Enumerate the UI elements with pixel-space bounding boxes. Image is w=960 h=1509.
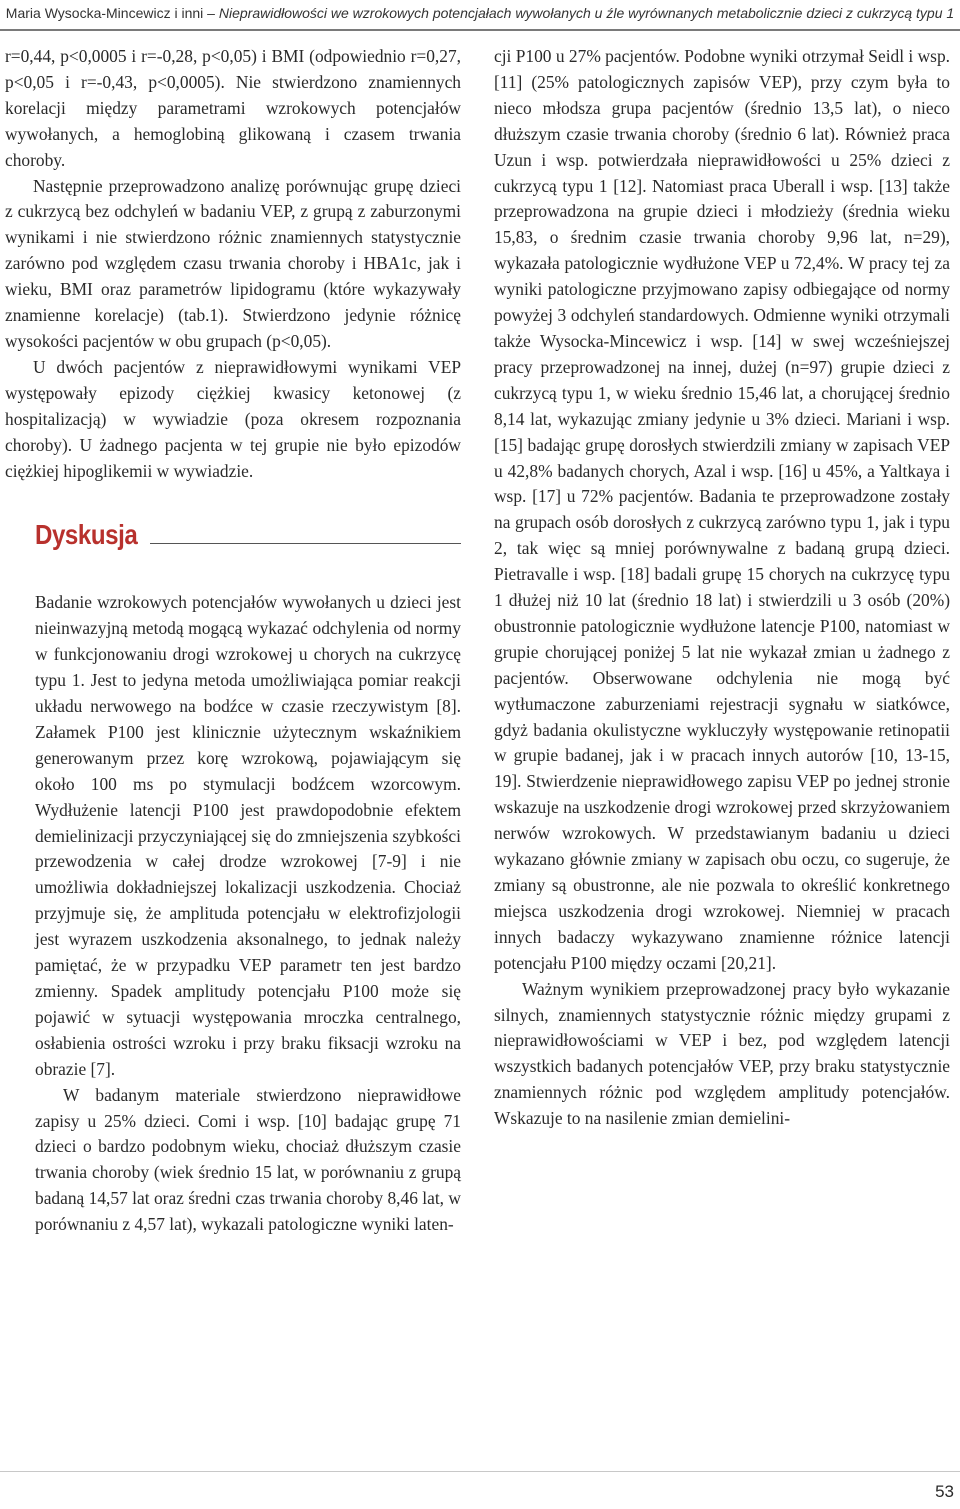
footer-divider	[0, 1471, 960, 1472]
body-paragraph: r=0,44, p<0,0005 i r=-0,28, p<0,05) i BMI (odpowiednio r=0,27, p<0,05 i r=-0,43, p<0,0005). Nie stwierdzono znamiennych korelacji między parametrami wzrokowych potencjałów wywołanych, a hemoglobiną glikowaną i czasem trwania choroby.	[5, 46, 461, 170]
body-paragraph: Badanie wzrokowych potencjałów wywołanych u dzieci jest nieinwazyjną metodą mogącą wykazać odchylenia od normy w funkcjonowaniu drogi wzrokowej u chorych na cukrzycę typu 1. Jest to jedyna metoda umożliwiająca pomiar reakcji układu nerwowego na bodźce w czasie rzeczywistym [8]. Załamek P100 jest klinicznie użytecznym wskaźnikiem generowanym przez korę wzrokową, pojawiającym się około 100 ms po stymulacji bodźcem wzorcowym. Wydłużenie latencji P100 jest prawdopodobnie efektem demielinizacji przyczyniającej się do zmniejszenia szybkości przewodzenia w całej drodze wzrokowej [7-9] i nie umożliwia dokładniejszej lokalizacji uszkodzenia. Chociaż przyjmuje się, że amplituda potencjału w elektrofizjologii jest wyrazem uszkodzenia aksonalnego, to jednak należy pamiętać, że w przypadku VEP parametr ten jest bardzo zmienny. Spadek amplitudy potencjału P100 może się pojawić w sytuacji występowania mroczka centralnego, osłabienia ostrości wzroku i przy braku fiksacji wzroku na obrazie [7].	[35, 592, 461, 1079]
body-paragraph: cji P100 u 27% pacjentów. Podobne wyniki otrzymał Seidl i wsp. [11] (25% patologicznych zapisów VEP), przy czym była to nieco młodsza grupa pacjentów (średnio 13,5 lat), o nieco dłuższym czasie trwania choroby (średnio 6 lat). Również praca Uzun i wsp. potwierdzała nieprawidłowości u 25% dzieci z cukrzycą typu 1 [12]. Natomiast praca Uberall i wsp. [13] także przeprowadzona na grupie dzieci i młodzieży (średnia wieku 15,83, o średnim czasie trwania choroby 9,96 lat, n=29), wykazała patologicznie wydłużone VEP u 72,4%. W pracy tej za wyniki patologiczne przyjmowano zapisy odbiegające od normy powyżej 3 odchyleń standardowych. Odmienne wyniki otrzymali także Wysocka-Mincewicz i wsp. [14] w swej wcześniejszej pracy przeprowadzonej na innej, dużej (n=97) grupie dzieci z cukrzycą typu 1, w wieku średnio 15,46 lat, a chorującej średnio 8,14 lat, wykazując zmiany jedynie u 3% dzieci. Mariani i wsp. [15] badając grupę dorosłych stwierdzili zmiany w zapisach VEP u 42,8% badanych chorych, Azal i wsp. [16] u 45%, a Yaltkaya i wsp. [17] u 72% pacjentów. Badania te przeprowadzone zostały na grupach osób dorosłych z cukrzycą zarówno typu 1, jak i typu 2, tak więc są mniej porównywalne z badaną grupą dzieci. Pietravalle i wsp. [18] badali grupę 15 chorych na cukrzycę typu 1 dłużej niż 10 lat (średnio 18 lat) i stwierdzili u 3 osób (20%) obustronnie patologicznie wydłużone latencje P100, natomiast w grupie chorującej poniżej 5 lat nie wykazał zmian u żadnego z pacjentów. Obserwowane odchylenia nie mogą być wytłumaczone zaburzeniami rejestracji sygnału w siatkówce, gdyż badania okulistyczne wykluczyły występowanie retinopatii w grupie badanej, jak i w pracach innych autorów [10, 13-15, 19]. Stwierdzenie nieprawidłowego zapisu VEP po jednej stronie wskazuje na uszkodzenie drogi wzrokowej przed skrzyżowaniem nerwów wzrokowych. W przedstawianym badaniu u dzieci wykazano głównie zmiany w zapisach obu oczu, co sugeruje, że zmiany są obustronne, ale nie pozwala to określić konkretnego miejsca uszkodzenia drogi wzrokowej. Niemniej w pracach innych badaczy wykazywano znamienne różnice latencji potencjału P100 między oczami [20,21].	[494, 46, 950, 973]
page-number: 53	[935, 1482, 954, 1501]
running-head-title: Nieprawidłowości we wzrokowych potencjałach wywołanych u źle wyrównanych metabolicznie dzieci z cukrzycą typu 1	[218, 5, 955, 21]
left-column	[5, 44, 461, 1238]
running-head-separator: –	[207, 5, 215, 21]
section-heading-rule	[150, 543, 461, 544]
section-title: Dyskusja	[35, 519, 138, 551]
right-column	[494, 44, 950, 1132]
section-heading	[35, 510, 461, 550]
body-paragraph: Następnie przeprowadzono analizę porównując grupę dzieci z cukrzycą bez odchyleń w badaniu VEP, z grupą z zaburzonymi wynikami i nie stwierdzono różnic znamiennych statystycznie zarówno pod względem czasu trwania choroby i HBA1c, jak i wieku, BMI oraz parametrów lipidogramu (które wykazywały znamienne korelacje) (tab.1). Stwierdzono jedynie różnicę wysokości pacjentów w obu grupach (p<0,05).	[5, 175, 461, 351]
running-head-authors: Maria Wysocka-Mincewicz i inni	[5, 5, 204, 21]
running-head	[0, 0, 960, 30]
section-body	[5, 590, 461, 1238]
body-paragraph: W badanym materiale stwierdzono nieprawidłowe zapisy u 25% dzieci. Comi i wsp. [10] badając grupę 71 dzieci o bardzo podobnym wieku, chociaż dłuższym czasie trwania choroby (wiek średnio 15 lat, w porównaniu z grupą badaną 14,57 lat oraz średni czas trwania choroby 8,46 lat, w porównaniu z 4,57 lat), wykazali patologiczne wyniki laten-	[35, 1084, 461, 1235]
header-divider	[0, 29, 960, 31]
body-paragraph: U dwóch pacjentów z nieprawidłowymi wynikami VEP występowały epizody ciężkiej kwasicy ketonowej (z hospitalizacją) w wywiadzie (poza okresem rozpoznania choroby). U żadnego pacjenta w tej grupie nie było epizodów ciężkiej hipoglikemii w wywiadzie.	[5, 356, 461, 481]
body-paragraph: Ważnym wynikiem przeprowadzonej pracy było wykazanie silnych, znamiennych statystycznie różnic między grupami z nieprawidłowościami w VEP i bez, pod względem latencji wszystkich badanych potencjałów VEP, przy braku statystycznie znamiennych różnic pod względem amplitudy potencjałów. Wskazuje to na nasilenie zmian demielini-	[494, 978, 950, 1129]
